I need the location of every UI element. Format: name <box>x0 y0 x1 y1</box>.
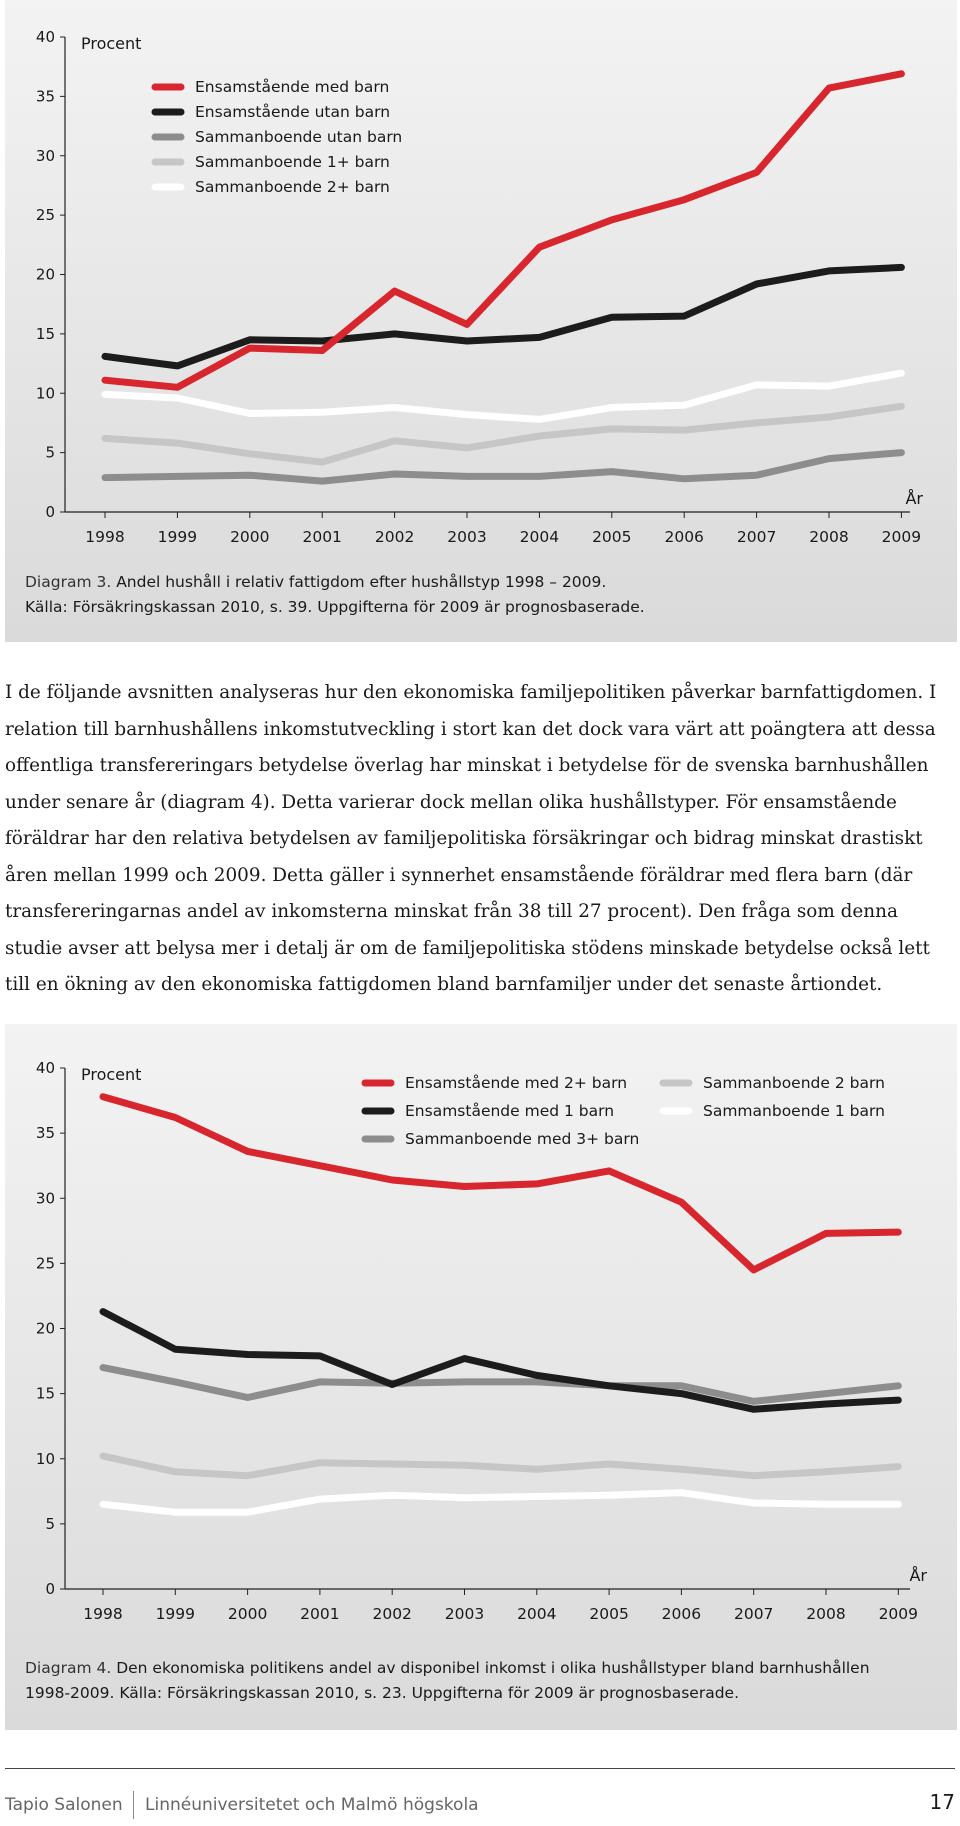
diagram-3-legend-label: Ensamstående utan barn <box>195 103 391 121</box>
diagram-4-x-tick-label: 2001 <box>300 1605 340 1623</box>
diagram-3-series-line <box>105 373 901 419</box>
diagram-4-series-line <box>103 1456 898 1476</box>
diagram-3-y-tick-label: 15 <box>35 324 55 343</box>
diagram-4-caption <box>25 1656 945 1706</box>
diagram-3-x-tick-label: 2005 <box>592 528 632 546</box>
diagram-4-x-tick-label: 2007 <box>733 1605 774 1623</box>
diagram-3-x-axis-label: År <box>905 489 923 508</box>
diagram-3-caption-source: Källa: Försäkringskassan 2010, s. 39. Uppgifterna för 2009 är prognosbaserade. <box>25 598 645 616</box>
diagram-4-chart <box>5 1024 957 1654</box>
diagram-4-x-tick-label: 2002 <box>372 1605 412 1623</box>
diagram-4-panel <box>5 1024 957 1730</box>
diagram-4-caption-label: Diagram 4. <box>25 1659 112 1677</box>
diagram-3-y-axis-label: Procent <box>81 34 142 53</box>
diagram-3-y-tick-label: 20 <box>35 265 55 284</box>
diagram-3-y-tick-label: 10 <box>35 384 55 403</box>
diagram-3-x-tick-label: 2002 <box>374 528 415 546</box>
diagram-4-y-tick-label: 40 <box>35 1059 55 1077</box>
diagram-3-x-tick-label: 2004 <box>519 528 560 546</box>
diagram-4-legend-label: Sammanboende med 3+ barn <box>405 1130 640 1148</box>
diagram-4-x-tick-label: 2004 <box>517 1605 557 1623</box>
body-paragraph: I de följande avsnitten analyseras hur den ekonomiska familjepolitiken påverkar barnfattigdomen. I relation till barnhushållens inkomstutveckling i stort kan det dock vara värt att poängtera att dessa offentliga transfereringars betydelse överlag har minskat i betydelse för de svenska barnhushållen under senare år (diagram 4). Detta varierar dock mellan olika hushållstyper. För ensamstående föräldrar har den relativa betydelsen av familjepolitiska försäkringar och bidrag minskat drastiskt åren mellan 1999 och 2009. Detta gäller i synnerhet ensamstående föräldrar med flera barn (där transfereringarnas andel av inkomsterna minskat från 38 till 27 procent). Den fråga som denna studie avser att belysa mer i detalj är om de familjepolitiska stödens minskade betydelse också lett till en ökning av den ekonomiska fattigdomen bland barnfamiljer under det senaste årtiondet. <box>5 682 937 995</box>
diagram-4-y-tick-label: 5 <box>45 1514 55 1533</box>
diagram-4-x-tick-label: 1998 <box>83 1605 123 1623</box>
diagram-4-legend-label: Sammanboende 2 barn <box>703 1074 885 1092</box>
diagram-3-x-tick-label: 2009 <box>881 528 922 546</box>
diagram-3-y-tick-label: 35 <box>35 87 55 106</box>
diagram-3-series-line <box>105 453 901 482</box>
diagram-3-caption-title: Andel hushåll i relativ fattigdom efter hushållstyp 1998 – 2009. <box>116 573 607 591</box>
diagram-3-x-tick-label: 2008 <box>809 528 849 546</box>
diagram-3-x-tick-label: 2003 <box>447 528 487 546</box>
diagram-4-y-axis-label: Procent <box>81 1065 142 1084</box>
diagram-4-series-line <box>103 1493 898 1513</box>
diagram-3-x-tick-label: 1999 <box>157 528 198 546</box>
diagram-3-legend-label: Sammanboende utan barn <box>195 128 403 146</box>
diagram-4-x-tick-label: 2008 <box>806 1605 846 1623</box>
diagram-4-x-tick-label: 2000 <box>227 1605 268 1623</box>
diagram-4-y-tick-label: 15 <box>35 1384 55 1403</box>
diagram-3-y-tick-label: 5 <box>45 443 55 462</box>
diagram-4-x-tick-label: 2003 <box>444 1605 485 1623</box>
diagram-4-caption-title: Den ekonomiska politikens andel av disponibel inkomst i olika hushållstyper bland barnhushållen <box>116 1659 870 1677</box>
diagram-3-x-tick-label: 1998 <box>85 528 125 546</box>
diagram-3-legend-label: Sammanboende 2+ barn <box>195 178 390 196</box>
diagram-3-x-tick-label: 2007 <box>736 528 777 546</box>
diagram-3-y-tick-label: 0 <box>45 503 55 521</box>
diagram-4-series-line <box>103 1368 898 1402</box>
diagram-4-x-tick-label: 1999 <box>155 1605 196 1623</box>
diagram-4-caption-source: 1998-2009. Källa: Försäkringskassan 2010, s. 23. Uppgifterna för 2009 är prognosbaserade. <box>25 1684 740 1702</box>
diagram-3-legend-label: Ensamstående med barn <box>195 78 390 96</box>
diagram-4-y-tick-label: 10 <box>35 1449 55 1468</box>
diagram-4-y-tick-label: 25 <box>35 1254 55 1273</box>
diagram-4-x-tick-label: 2009 <box>878 1605 919 1623</box>
diagram-4-y-tick-label: 20 <box>35 1319 55 1338</box>
diagram-4-series-line <box>103 1097 898 1270</box>
diagram-4-x-tick-label: 2006 <box>661 1605 702 1623</box>
footer-separator <box>133 1791 134 1819</box>
footer-author: Tapio Salonen <box>5 1795 123 1815</box>
diagram-3-panel <box>5 0 957 642</box>
diagram-4-x-axis-label: År <box>909 1566 927 1585</box>
diagram-4-y-tick-label: 35 <box>35 1124 55 1143</box>
diagram-3-x-tick-label: 2000 <box>230 528 270 546</box>
diagram-3-y-tick-label: 40 <box>35 28 55 46</box>
diagram-3-y-tick-label: 25 <box>35 206 55 225</box>
diagram-4-x-tick-label: 2005 <box>589 1605 629 1623</box>
diagram-3-chart <box>5 0 957 560</box>
diagram-4-legend-label: Ensamstående med 1 barn <box>405 1102 615 1120</box>
diagram-4-y-tick-label: 0 <box>45 1580 55 1598</box>
diagram-3-y-tick-label: 30 <box>35 146 55 165</box>
diagram-3-caption <box>25 570 925 620</box>
diagram-4-legend-label: Ensamstående med 2+ barn <box>405 1074 628 1092</box>
diagram-3-x-tick-label: 2006 <box>664 528 704 546</box>
diagram-3-x-tick-label: 2001 <box>302 528 342 546</box>
diagram-4-legend-label: Sammanboende 1 barn <box>703 1102 885 1120</box>
diagram-4-y-tick-label: 30 <box>35 1189 55 1208</box>
footer-rule <box>5 1768 955 1769</box>
footer-institution: Linnéuniversitetet och Malmö högskola <box>145 1795 479 1815</box>
page-number: 17 <box>929 1790 955 1814</box>
diagram-3-legend-label: Sammanboende 1+ barn <box>195 153 390 171</box>
diagram-3-caption-label: Diagram 3. <box>25 573 112 591</box>
